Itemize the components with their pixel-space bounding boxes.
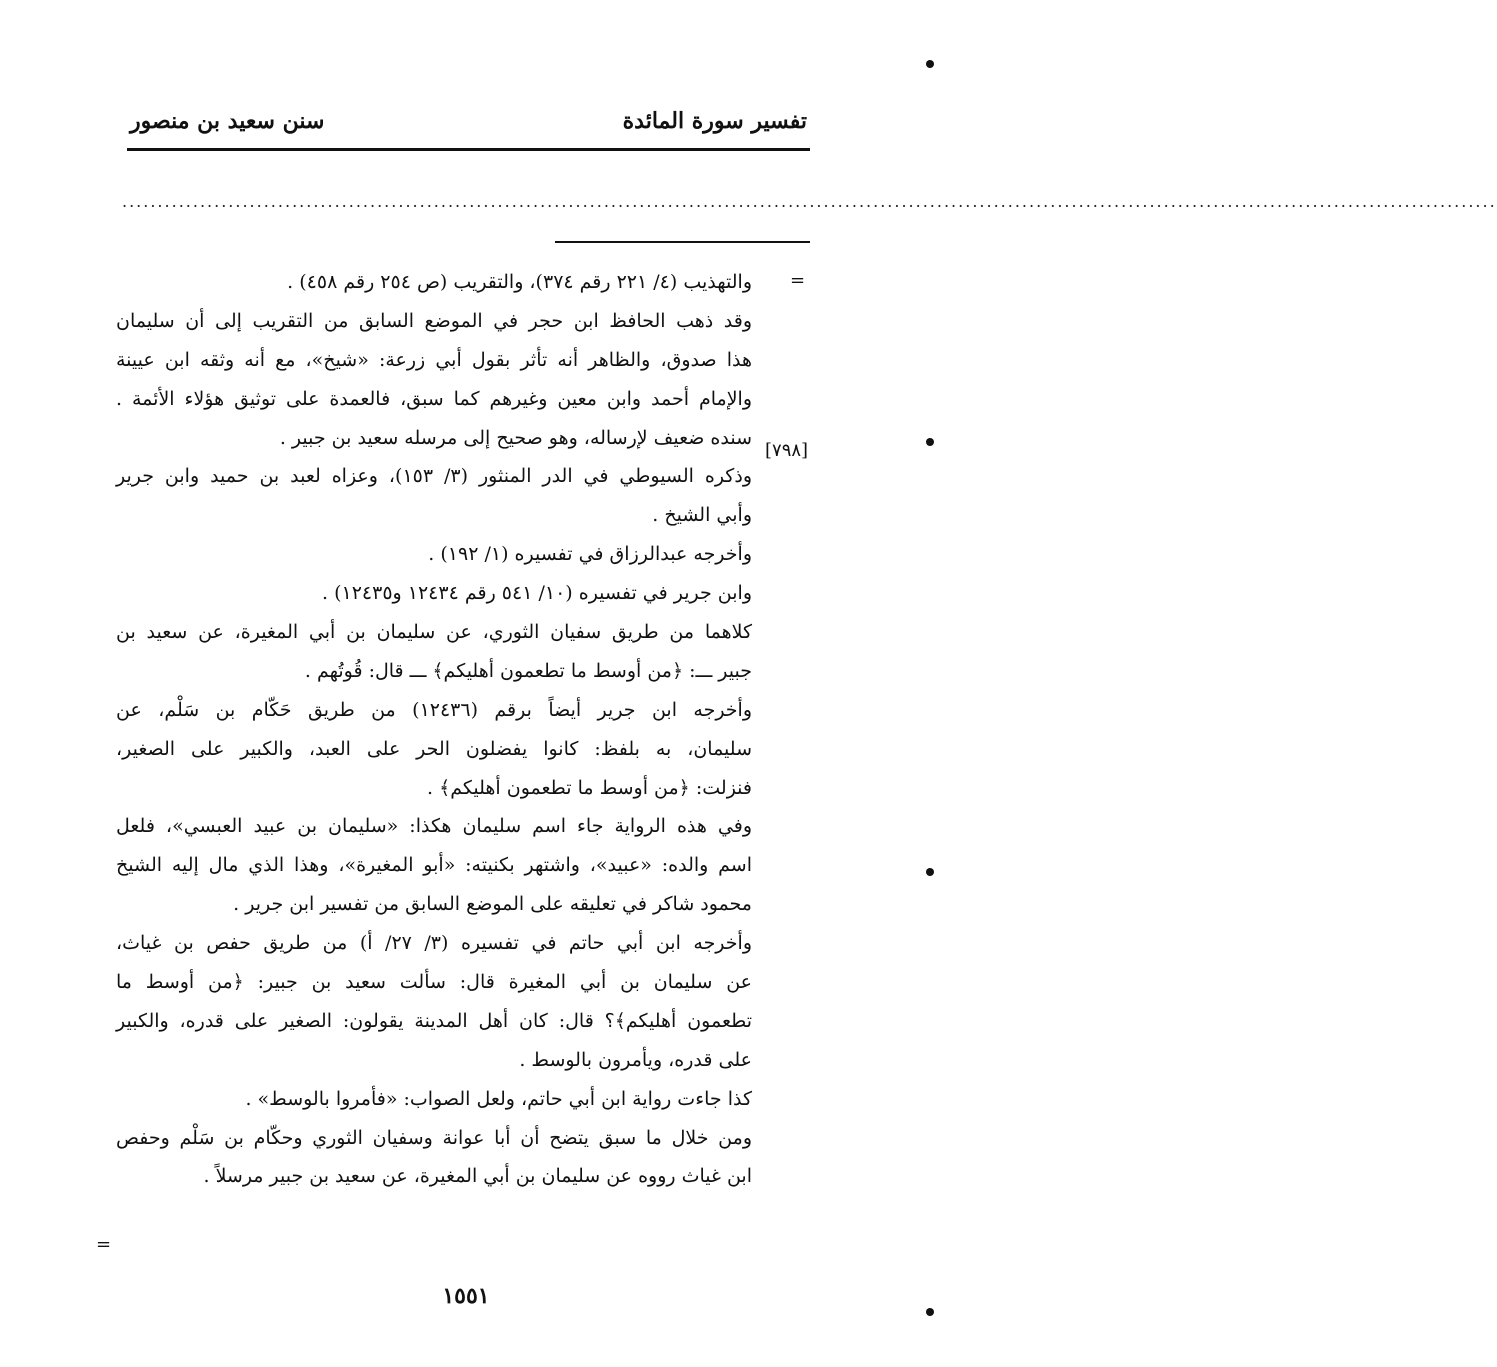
text-line: هذا صدوق، والظاهر أنه تأثر بقول أبي زرعة: «شيخ»، مع أنه وثقه ابن عيينة bbox=[116, 348, 752, 371]
running-header-chapter: تفسير سورة المائدة bbox=[622, 108, 807, 134]
text-line: ومن خلال ما سبق يتضح أن أبا عوانة وسفيان الثوري وحكّام بن سَلْم وحفص bbox=[116, 1126, 752, 1149]
margin-dot bbox=[926, 438, 934, 446]
text-line: وأخرجه ابن جرير أيضاً برقم (١٢٤٣٦) من طريق حَكّام بن سَلْم، عن bbox=[116, 698, 753, 721]
footnote-rule bbox=[555, 241, 810, 243]
text-line: وابن جرير في تفسيره (١٠/ ٥٤١ رقم ١٢٤٣٤ و١٢٤٣٥) . bbox=[322, 582, 752, 605]
text-line: على قدره، ويأمرون بالوسط . bbox=[519, 1048, 752, 1071]
header-rule bbox=[127, 148, 810, 151]
text-line: وذكره السيوطي في الدر المنثور (٣/ ١٥٣)، وعزاه لعبد بن حميد وابن جرير bbox=[116, 465, 752, 488]
text-line: كذا جاءت رواية ابن أبي حاتم، ولعل الصواب: «فأمروا بالوسط» . bbox=[245, 1087, 752, 1110]
text-line: وأخرجه ابن أبي حاتم في تفسيره (٣/ ٢٧/ أ) من طريق حفص بن غياث، bbox=[116, 932, 752, 955]
text-line: محمود شاكر في تعليقه على الموضع السابق من تفسير ابن جرير . bbox=[233, 893, 752, 916]
margin-dot bbox=[926, 60, 934, 68]
footnote-body bbox=[116, 263, 752, 1196]
text-line: عن سليمان بن أبي المغيرة قال: سألت سعيد بن جبير: ﴿من أوسط ما bbox=[116, 971, 752, 994]
margin-dot bbox=[926, 868, 934, 876]
text-line: تطعمون أهليكم﴾؟ قال: كان أهل المدينة يقولون: الصغير على قدره، والكبير bbox=[116, 1009, 752, 1032]
text-line: والإمام أحمد وابن معين وغيرهم كما سبق، فالعمدة على توثيق هؤلاء الأئمة . bbox=[116, 387, 752, 410]
text-line: وقد ذهب الحافظ ابن حجر في الموضع السابق من التقريب إلى أن سليمان bbox=[116, 309, 752, 332]
text-line: وفي هذه الرواية جاء اسم سليمان هكذا: «سليمان بن عبيد العبسي»، فلعل bbox=[116, 815, 752, 838]
text-line: سليمان، به بلفظ: كانوا يفضلون الحر على العبد، والكبير على الصغير، bbox=[116, 737, 752, 760]
text-line: اسم والده: «عبيد»، واشتهر بكنيته: «أبو المغيرة»، وهذا الذي مال إليه الشيخ bbox=[116, 854, 752, 877]
note-number: [٧٩٨] bbox=[765, 440, 809, 461]
continuation-marker-bottom: = bbox=[96, 1234, 112, 1255]
continuation-marker-top: = bbox=[790, 270, 806, 291]
text-line: والتهذيب (٤/ ٢٢١ رقم ٣٧٤)، والتقريب (ص ٢٥٤ رقم ٤٥٨) . bbox=[287, 271, 752, 293]
running-header-book: سنن سعيد بن منصور bbox=[130, 108, 325, 134]
text-line: جبير ـــ: ﴿من أوسط ما تطعمون أهليكم﴾ ـــ قال: قُوتُهم . bbox=[304, 659, 752, 682]
text-line: فنزلت: ﴿من أوسط ما تطعمون أهليكم﴾ . bbox=[427, 776, 752, 799]
text-line: وأخرجه عبدالرزاق في تفسيره (١/ ١٩٢) . bbox=[428, 543, 752, 566]
text-line: سنده ضعيف لإرساله، وهو صحيح إلى مرسله سعيد بن جبير . bbox=[279, 426, 752, 449]
dotted-separator: .................................................................................................................................................................................................. bbox=[122, 192, 1497, 211]
text-line: كلاهما من طريق سفيان الثوري، عن سليمان بن أبي المغيرة، عن سعيد بن bbox=[116, 621, 752, 644]
text-line: وأبي الشيخ . bbox=[652, 504, 752, 527]
text-line: ابن غياث رووه عن سليمان بن أبي المغيرة، عن سعيد بن جبير مرسلاً . bbox=[203, 1165, 752, 1188]
margin-dot bbox=[926, 1308, 934, 1316]
page-number: ١٥٥١ bbox=[442, 1283, 490, 1309]
